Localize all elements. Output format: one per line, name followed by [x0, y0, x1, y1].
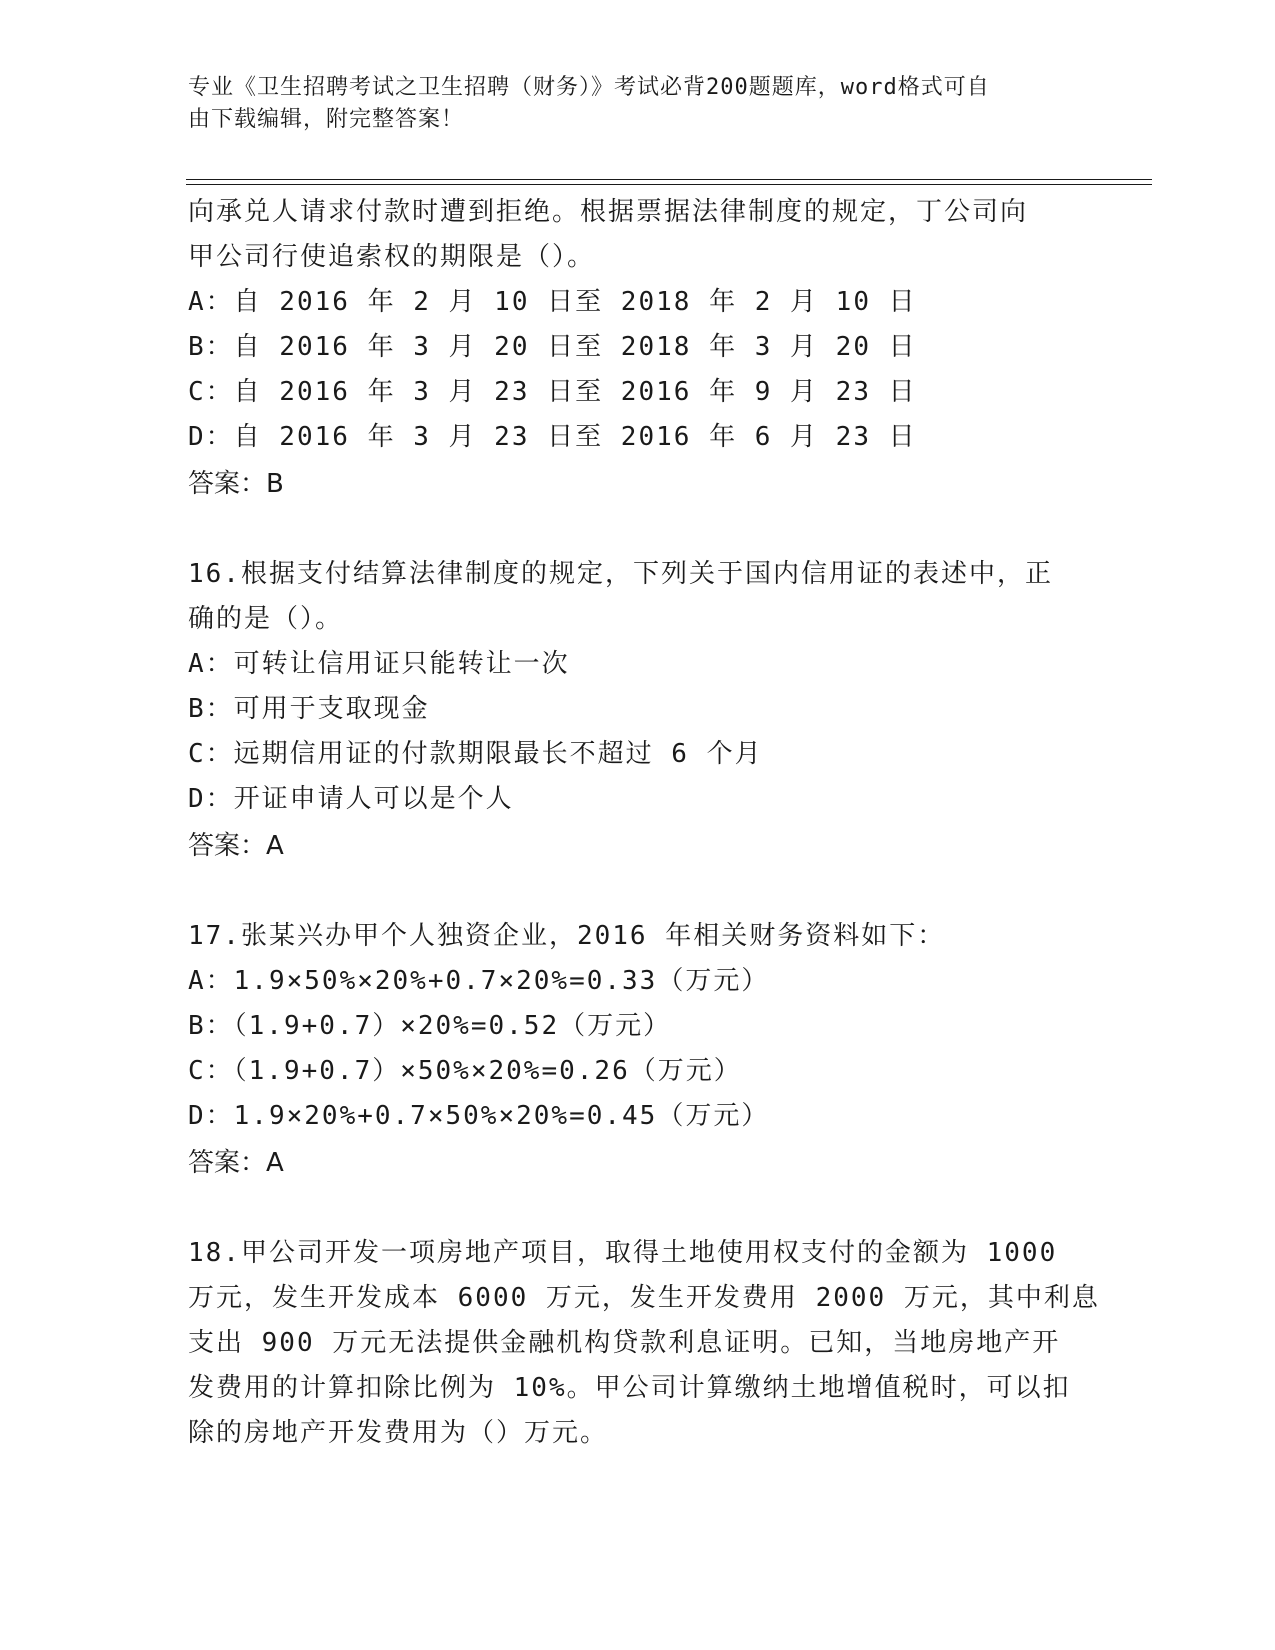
- answer-line: 答案：A: [188, 831, 284, 861]
- question-stem-line: 支出 900 万元无法提供金融机构贷款利息证明。已知，当地房地产开: [188, 1328, 1061, 1358]
- option-a: A：自 2016 年 2 月 10 日至 2018 年 2 月 10 日: [188, 287, 917, 317]
- answer-line: 答案：B: [188, 469, 284, 499]
- question-stem-line: 向承兑人请求付款时遭到拒绝。根据票据法律制度的规定，丁公司向: [188, 197, 1029, 227]
- answer-line: 答案：A: [188, 1148, 284, 1178]
- header-divider-top: [186, 179, 1152, 180]
- option-b: B：可用于支取现金: [188, 694, 430, 724]
- header-divider-bottom: [186, 184, 1152, 185]
- question-stem-line: 甲公司行使追索权的期限是（）。: [188, 242, 596, 272]
- option-b: B：（1.9+0.7）×20%=0.52（万元）: [188, 1011, 672, 1041]
- document-header: [188, 72, 1068, 136]
- option-b: B：自 2016 年 3 月 20 日至 2018 年 3 月 20 日: [188, 332, 917, 362]
- question-16: [188, 552, 1088, 870]
- question-15-tail: [188, 190, 1088, 508]
- option-d: D：自 2016 年 3 月 23 日至 2016 年 6 月 23 日: [188, 422, 917, 452]
- spacer: [188, 1187, 1088, 1231]
- option-a: A：1.9×50%×20%+0.7×20%=0.33（万元）: [188, 966, 770, 996]
- option-c: C：（1.9+0.7）×50%×20%=0.26（万元）: [188, 1056, 742, 1086]
- option-c: C：自 2016 年 3 月 23 日至 2016 年 9 月 23 日: [188, 377, 917, 407]
- option-c: C：远期信用证的付款期限最长不超过 6 个月: [188, 739, 763, 769]
- question-17: [188, 914, 1088, 1187]
- question-stem-line: 发费用的计算扣除比例为 10%。甲公司计算缴纳土地增值税时，可以扣: [188, 1373, 1071, 1403]
- option-d: D：1.9×20%+0.7×50%×20%=0.45（万元）: [188, 1101, 770, 1131]
- header-line-1: 专业《卫生招聘考试之卫生招聘（财务）》考试必背200题题库，word格式可自: [188, 75, 990, 100]
- option-d: D：开证申请人可以是个人: [188, 784, 514, 814]
- question-stem-line: 16.根据支付结算法律制度的规定，下列关于国内信用证的表述中，正: [188, 559, 1053, 589]
- question-stem-line: 确的是（）。: [188, 604, 344, 634]
- spacer: [188, 508, 1088, 552]
- question-stem-line: 17.张某兴办甲个人独资企业，2016 年相关财务资料如下：: [188, 921, 946, 951]
- question-stem-line: 万元，发生开发成本 6000 万元，发生开发费用 2000 万元，其中利息: [188, 1283, 1100, 1313]
- question-18: [188, 1231, 1100, 1456]
- spacer: [188, 870, 1088, 914]
- question-list: [188, 190, 1100, 1456]
- option-a: A：可转让信用证只能转让一次: [188, 649, 570, 679]
- question-stem-line: 18.甲公司开发一项房地产项目，取得土地使用权支付的金额为 1000: [188, 1238, 1058, 1268]
- question-stem-line: 除的房地产开发费用为（）万元。: [188, 1418, 609, 1448]
- header-line-2: 由下载编辑，附完整答案！: [188, 107, 465, 132]
